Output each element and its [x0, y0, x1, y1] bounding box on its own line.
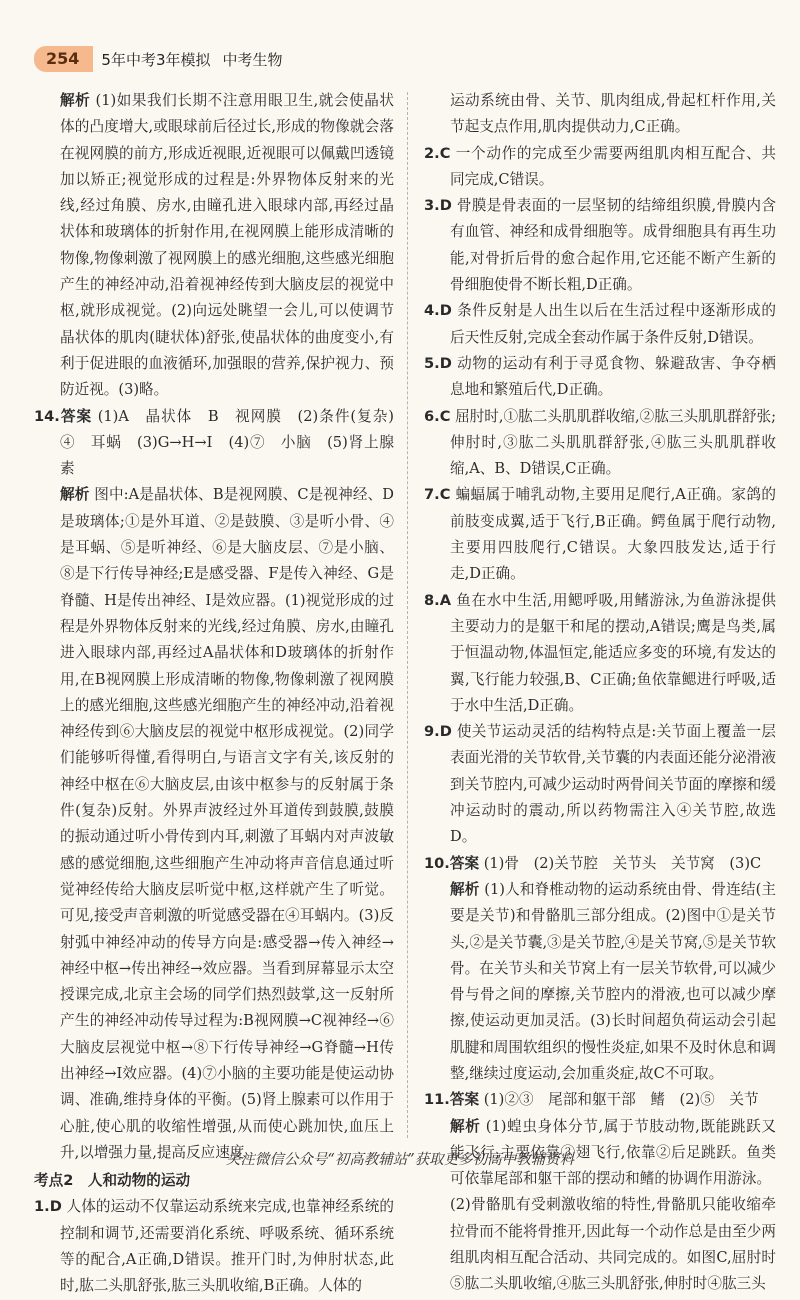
item-number: 3.D [424, 197, 452, 215]
continued-text: 运动系统由骨、关节、肌肉组成,骨起杠杆作用,关节起支点作用,肌肉提供动力,C正确。 [450, 92, 776, 136]
item-number: 11. [424, 1091, 450, 1109]
answer-text: (1)骨 (2)关节腔 关节头 关节窝 (3)C [483, 854, 762, 872]
answer-item [424, 193, 776, 298]
analysis-block [34, 482, 394, 1166]
answer-item [424, 482, 776, 587]
item-number: 8.A [424, 591, 451, 609]
item-number: 1.D [34, 1198, 62, 1216]
continued-text: (2)骨骼肌有受刺激收缩的特性,骨骼肌只能收缩牵拉骨而不能将骨推开,因此每一个动作总是由至少两组肌肉相互配合活动、共同完成的。如图C,屈肘时⑤肱二头肌收缩,④肱三头肌舒张,伸肘时④肱三头 [450, 1196, 776, 1293]
analysis-label: 解析 [450, 1117, 481, 1135]
item-number: 4.D [424, 302, 452, 320]
analysis-block [424, 877, 776, 1087]
item-number: 6.C [424, 407, 451, 425]
answer-item [424, 719, 776, 850]
analysis-text: (1)如果我们长期不注意用眼卫生,就会使晶状体的凸度增大,或眼球前后径过长,形成的物像就会落在视网膜的前方,形成近视眼,近视眼可以佩戴凹透镜加以矫正;视觉形成的过程是:外界物体反射来的光线,经过角膜、房水,由瞳孔进入眼球内部,再经过晶状体和玻璃体的折射作用,在视网膜上能形成清晰的物像,物像刺激了视网膜上的感光细胞,这些感光细胞产生的神经冲动,沿着视神经传到大脑皮层的视觉中枢,就形成视觉。(2)向远处眺望一会儿,可以使调节晶状体的肌肉(睫状体)舒张,使晶状体的曲度变小,有利于促进眼的血液循环,加强眼的营养,保护视力、预防近视。(3)略。 [60, 92, 394, 399]
analysis-block [34, 88, 394, 404]
item-text: 蝙蝠属于哺乳动物,主要用足爬行,A正确。家鸽的前肢变成翼,适于飞行,B正确。鳄鱼属于爬行动物,主要用四肢爬行,C错误。大象四肢发达,适于行走,D正确。 [450, 486, 776, 583]
answer-label: 答案 [449, 854, 480, 872]
item-text: 一个动作的完成至少需要两组肌肉相互配合、共同完成,C错误。 [450, 144, 776, 188]
analysis-label: 解析 [60, 486, 90, 504]
item-text: 使关节运动灵活的结构特点是:关节面上覆盖一层表面光滑的关节软骨,关节囊的内表面还能分泌滑液到关节腔内,可减少运动时两骨间关节面的摩擦和缓冲运动时的震动,所以药物需注入④关节腔,故选D。 [450, 723, 777, 846]
item-number: 2.C [424, 144, 451, 162]
analysis-label: 解析 [60, 92, 91, 109]
answer-block [424, 1087, 776, 1113]
item-number: 5.D [424, 354, 452, 372]
item-number: 9.D [424, 723, 452, 741]
answer-item [424, 404, 776, 483]
answer-text: (1)②③ 尾部和躯干部 鳍 (2)⑤ 关节 [483, 1091, 759, 1109]
answer-item [34, 1194, 394, 1299]
answer-label: 答案 [59, 407, 93, 425]
answer-label: 答案 [449, 1091, 480, 1109]
item-number: 10. [424, 854, 450, 872]
page-header [34, 44, 774, 74]
item-number: 7.C [424, 486, 451, 504]
page-number: 254 [34, 46, 93, 72]
item-text: 屈肘时,①肱二头肌肌群收缩,②肱三头肌肌群舒张;伸肘时,③肱二头肌肌群舒张,④肱三头肌肌群收缩,A、B、D错误,C正确。 [450, 407, 776, 478]
section-heading: 考点2 人和动物的运动 [34, 1172, 191, 1190]
analysis-text: (1)人和脊椎动物的运动系统由骨、骨连结(主要是关节)和骨骼肌三部分组成。(2)图中①是关节头,②是关节囊,③是关节腔,④是关节窝,⑤是关节软骨。在关节头和关节窝上有一层关节软骨,可以减少骨与骨之间的摩擦,关节腔内的滑液,也可以减少摩擦,使运动更加灵活。(3)长时间超负荷运动会引起肌腱和周围软组织的慢性炎症,如果不及时休息和调整,继续过度运动,会加重炎症,故C不可取。 [450, 880, 776, 1082]
footer-note: 关注微信公众号“初高教辅站”获取更多初高中教辅资料 [225, 1152, 575, 1168]
item-text: 骨膜是骨表面的一层坚韧的结缔组织膜,骨膜内含有血管、神经和成骨细胞等。成骨细胞具有再生功能,对骨折后骨的愈合起作用,它还能不断产生新的骨细胞使骨不断长粗,D正确。 [450, 197, 776, 294]
answer-item [424, 298, 776, 351]
answer-text: (1)A 晶状体 B 视网膜 (2)条件(复杂) ④ 耳蜗 (3)G→H→I (4)⑦ 小脑 (5)肾上腺素 [60, 407, 409, 478]
item-text: 人体的运动不仅靠运动系统来完成,也靠神经系统的控制和调节,还需要消化系统、呼吸系统、循环系统等的配合,A正确,D错误。推开门时,为伸肘状态,此时,肱二头肌舒张,肱三头肌收缩,B正确。人体的 [60, 1198, 394, 1295]
book-subject: 中考生物 [222, 50, 283, 69]
item-text: 鱼在水中生活,用鳃呼吸,用鳍游泳,为鱼游泳提供主要动力的是躯干和尾的摆动,A错误;鹰是鸟类,属于恒温动物,体温恒定,能适应多变的环境,有发达的翼,飞行能力较强,B、C正确;鱼依靠鳃进行呼吸,适于水中生活,D正确。 [450, 591, 777, 714]
item-text: 条件反射是人出生以后在生活过程中逐渐形成的后天性反射,完成全套动作属于条件反射,D错误。 [450, 302, 776, 346]
book-title: 5年中考3年模拟 [101, 50, 211, 69]
answer-block [34, 404, 409, 483]
answer-item [424, 588, 776, 719]
analysis-label: 解析 [450, 880, 480, 898]
answer-item [424, 351, 776, 404]
answer-block [424, 851, 776, 877]
analysis-text: (1)蝗虫身体分节,属于节肢动物,既能跳跃又能飞行,主要依靠③翅飞行,依靠②后足跳跃。鱼类可依靠尾部和躯干部的摆动和鳍的协调作用游泳。 [450, 1117, 776, 1188]
right-column [424, 88, 776, 1298]
item-number: 14. [34, 407, 60, 425]
item-text: 动物的运动有利于寻觅食物、躲避敌害、争夺栖息地和繁殖后代,D正确。 [450, 354, 776, 399]
column-divider [407, 92, 408, 1138]
analysis-text: 图中:A是晶状体、B是视网膜、C是视神经、D是玻璃体;①是外耳道、②是鼓膜、③是听小骨、④是耳蜗、⑤是听神经、⑥是大脑皮层、⑦是小脑、⑧是下行传导神经;E是感受器、F是传入神经、G是脊髓、H是传出神经、I是效应器。(1)视觉形成的过程是外界物体反射来的光线,经过角膜、房水,由瞳孔进入眼球内部,再经过A晶状体和D玻璃体的折射作用,在B视网膜上形成清晰的物像,物像刺激了视网膜上的感光细胞,这些感光细胞产生的神经冲动,沿着视神经传到⑥大脑皮层的视觉中枢形成视觉。(2)同学们能够听得懂,看得明白,与语言文字有关,该反射的神经中枢在⑥大脑皮层,由该中枢参与的反射属于条件(复杂)反射。外界声波经过外耳道传到鼓膜,鼓膜的振动通过听小骨传到内耳,刺激了耳蜗内对声波敏感的感觉细胞,这些细胞产生冲动将声音信息通过听觉神经传给大脑皮层听觉中枢,这样就产生了听觉。可见,接受声音刺激的听觉感受器在④耳蜗内。(3)反射弧中神经冲动的传导方向是:感受器→传入神经→神经中枢→传出神经→效应器。当看到屏幕显示太空授课完成,北京主会场的同学们热烈鼓掌,这一反射所产生的神经冲动传导过程为:B视网膜→C视神经→⑥大脑皮层视觉中枢→⑧下行传导神经→G脊髓→H传出神经→I效应器。(4)⑦小脑的主要功能是使运动协调、准确,维持身体的平衡。(5)肾上腺素可以作用于心脏,使心肌的收缩性增强,从而使心跳加快,血压上升,以增强力量,提高反应速度。 [60, 486, 394, 1161]
answer-item [424, 141, 776, 194]
